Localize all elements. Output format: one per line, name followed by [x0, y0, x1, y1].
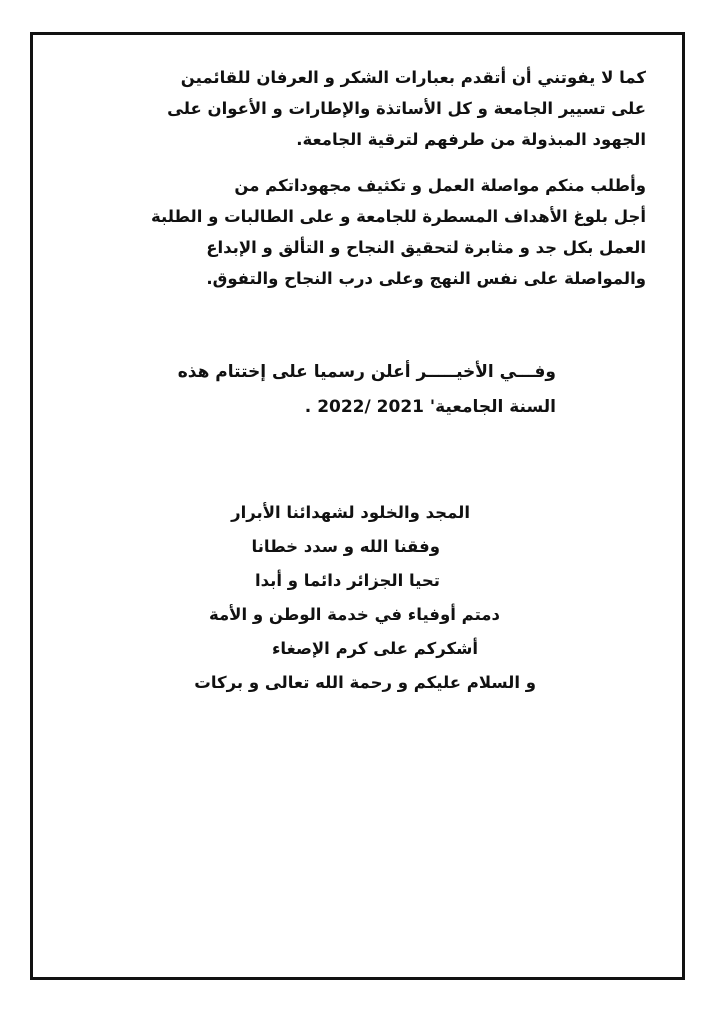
paragraph-line: العمل بكل جد و مثابرة لتحقيق النجاح و التألق و الإبداع [206, 238, 646, 257]
farewell-line: وفقنا الله و سدد خطانا [251, 537, 440, 556]
farewell-line: المجد والخلود لشهدائنا الأبرار [231, 503, 470, 522]
thanks-paragraph [66, 62, 646, 155]
closing-announcement-line-2: السنة الجامعية' 2021 /2022 . [304, 397, 556, 417]
paragraph-line: الجهود المبذولة من طرفهم لترقية الجامعة. [296, 130, 646, 149]
paragraph-line: على تسيير الجامعة و كل الأساتذة والإطارات و الأعوان على [167, 99, 646, 118]
farewell-line: و السلام عليكم و رحمة الله تعالى و بركات [194, 673, 536, 692]
farewell-line: دمتم أوفياء في خدمة الوطن و الأمة [208, 605, 500, 624]
paragraph-line: أجل بلوغ الأهداف المسطرة للجامعة و على الطالبات و الطلبة [150, 207, 646, 226]
request-paragraph [66, 170, 646, 294]
paragraph-line: كما لا يفوتني أن أتقدم بعبارات الشكر و العرفان للقائمين [180, 68, 646, 87]
farewell-line: تحيا الجزائر دائما و أبدا [255, 571, 440, 590]
farewell-line: أشكركم على كرم الإصغاء [272, 639, 478, 658]
paragraph-line: وأطلب منكم مواصلة العمل و تكثيف مجهوداتكم من [234, 176, 646, 195]
paragraph-line: والمواصلة على نفس النهج وعلى درب النجاح والتفوق. [206, 269, 646, 288]
farewell-block [80, 496, 536, 700]
closing-announcement-line-1: وفـــي الأخيـــــر أعلن رسميا على إختتام هذه [177, 362, 556, 382]
